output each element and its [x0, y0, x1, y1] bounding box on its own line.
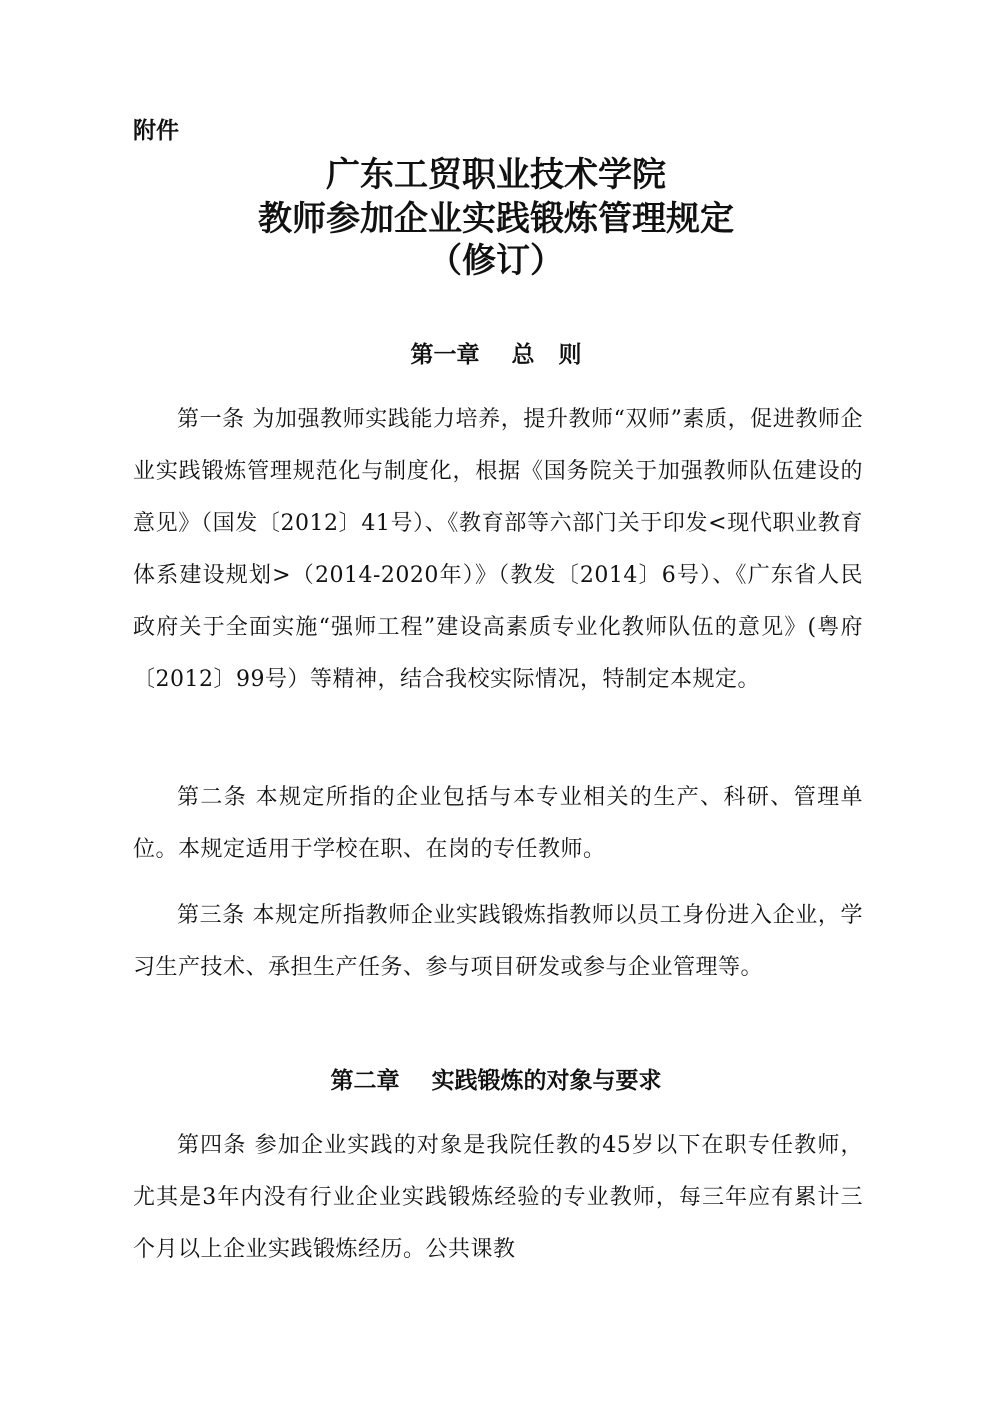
document-title-line-1: 广东工贸职业技术学院	[326, 155, 666, 195]
document-title-line-3: （修订）	[428, 241, 564, 281]
chapter-2-heading: 第二章 实践锻炼的对象与要求	[330, 1068, 662, 1094]
document-title-line-2: 教师参加企业实践锻炼管理规定	[258, 199, 734, 239]
article-4: 第四条 参加企业实践的对象是我院任教的45岁以下在职专任教师，尤其是3年内没有行业企业实践锻炼经验的专业教师，每三年应有累计三个月以上企业实践锻炼经历。公共课教	[133, 1133, 863, 1262]
article-2: 第二条 本规定所指的企业包括与本专业相关的生产、科研、管理单位。本规定适用于学校在职、在岗的专任教师。	[133, 785, 863, 862]
article-3: 第三条 本规定所指教师企业实践锻炼指教师以员工身份进入企业，学习生产技术、承担生产任务、参与项目研发或参与企业管理等。	[133, 903, 863, 980]
article-1: 第一条 为加强教师实践能力培养，提升教师“双师”素质，促进教师企业实践锻炼管理规范化与制度化，根据《国务院关于加强教师队伍建设的意见》（国发〔2012〕41号）、《教育部等六部门关于印发<现代职业教育体系建设规划>（2014-2020年）》（教发〔2014〕6号）、《广东省人民政府关于全面实施“强师工程”建设高素质专业化教师队伍的意见》(粤府〔2012〕99号）等精神，结合我校实际情况，特制定本规定。	[133, 407, 863, 692]
chapter-1-heading: 第一章 总 则	[410, 342, 582, 368]
attachment-label: 附件	[133, 118, 179, 144]
